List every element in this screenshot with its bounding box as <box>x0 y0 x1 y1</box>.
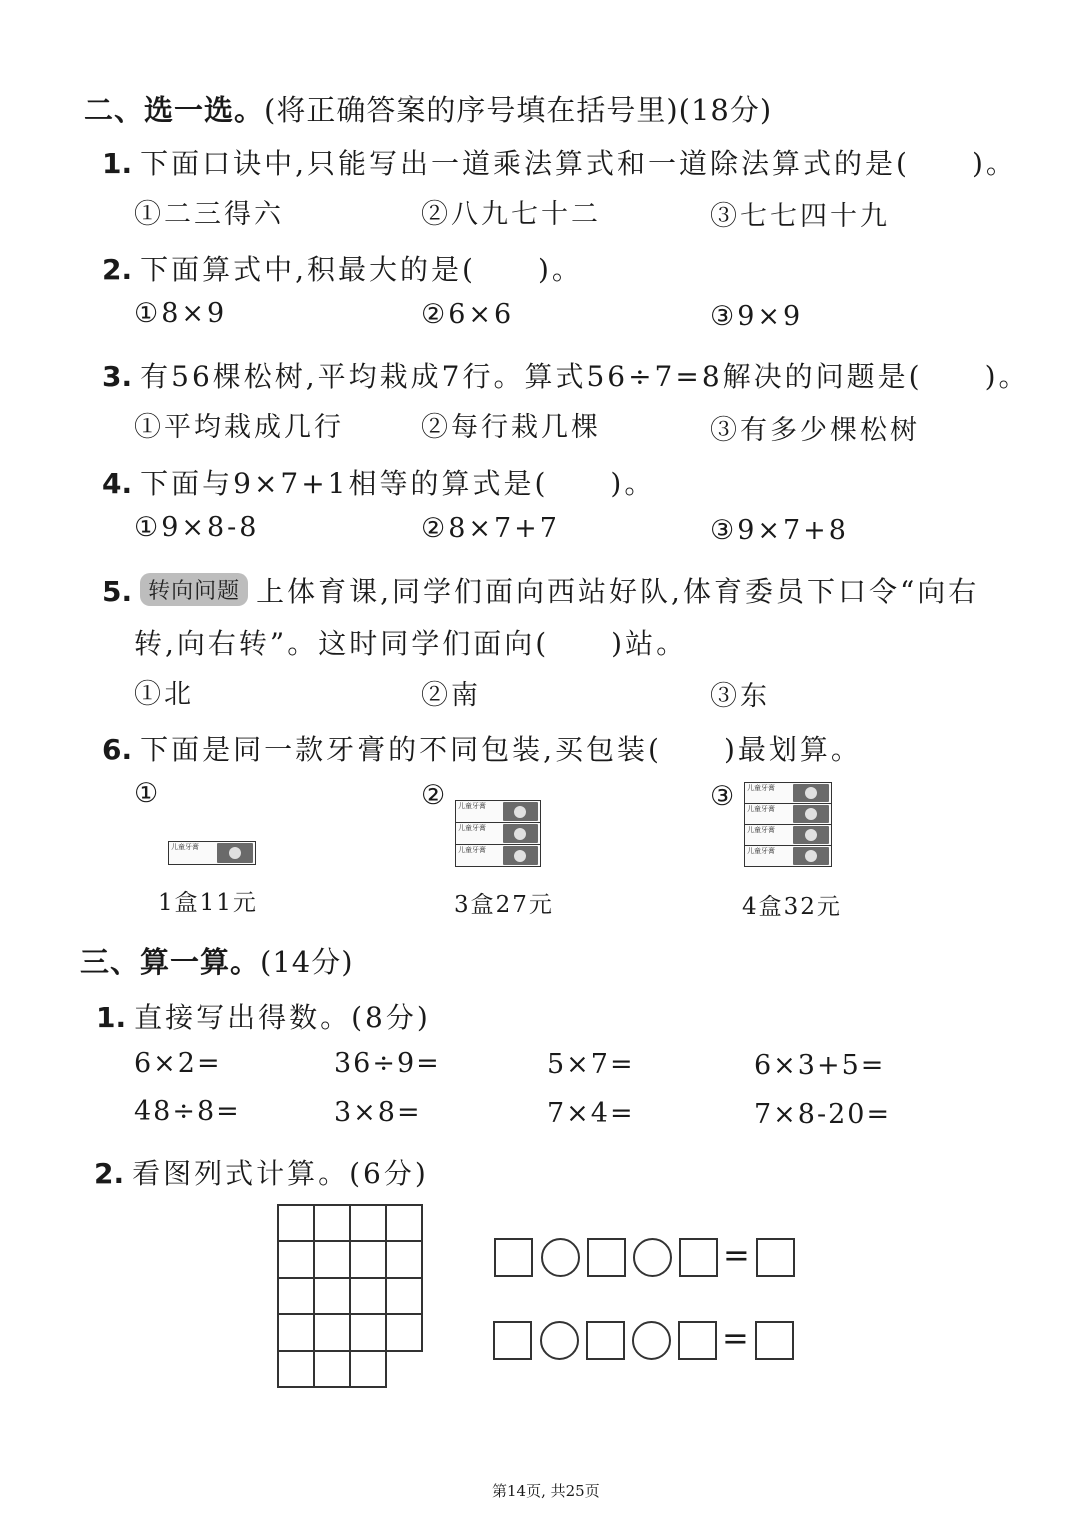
box-label: 儿童牙膏 <box>747 826 775 834</box>
toothpaste-box <box>168 841 256 865</box>
calc-item: 48÷8= <box>134 1096 241 1127</box>
answer-square[interactable] <box>679 1238 718 1277</box>
answer-square[interactable] <box>678 1321 717 1360</box>
calc-item: 7×4= <box>547 1098 635 1129</box>
toothpaste-box <box>455 800 541 823</box>
operator-circle[interactable] <box>633 1238 672 1277</box>
calc-question-1 <box>96 996 431 1036</box>
calc-item: 5×7= <box>547 1049 635 1080</box>
q4-option-2: ②8×7+7 <box>421 513 560 544</box>
question-number: 4. <box>102 467 133 500</box>
operator-circle[interactable] <box>540 1321 579 1360</box>
question-number: 3. <box>102 360 133 393</box>
result-square[interactable] <box>756 1238 795 1277</box>
box-label: 儿童牙膏 <box>458 802 486 810</box>
section-2-title <box>84 88 772 129</box>
operator-circle[interactable] <box>632 1321 671 1360</box>
question-text: 下面口诀中,只能写出一道乘法算式和一道除法算式的是( )。 <box>140 147 1017 180</box>
q5-option-1: ①北 <box>134 679 194 710</box>
q1-option-2: ②八九七十二 <box>421 199 601 230</box>
toothpaste-box <box>744 845 832 867</box>
toothpaste-box <box>744 803 832 825</box>
box-picture <box>503 802 538 821</box>
section-3-number: 三、算一算。 <box>80 945 261 979</box>
box-picture <box>217 843 253 863</box>
box-label: 儿童牙膏 <box>171 843 199 851</box>
box-picture <box>793 784 829 802</box>
square-grid-figure <box>274 1202 428 1392</box>
box-label: 儿童牙膏 <box>747 784 775 792</box>
calc-item: 7×8-20= <box>754 1099 892 1130</box>
question-2 <box>102 248 583 288</box>
q4-option-1: ①9×8-8 <box>134 512 260 543</box>
section-2-number: 二、选一选。 <box>84 93 265 127</box>
question-text: 下面算式中,积最大的是( )。 <box>140 253 583 286</box>
q6-option-3: ③ <box>710 781 738 812</box>
question-3 <box>102 355 1030 395</box>
calc-item: 36÷9= <box>334 1048 441 1079</box>
question-1 <box>102 142 1017 182</box>
q3-option-3: ③有多少棵松树 <box>710 415 920 446</box>
result-square[interactable] <box>755 1321 794 1360</box>
box-picture <box>503 824 538 843</box>
operator-circle[interactable] <box>541 1238 580 1277</box>
section-3-title <box>80 940 354 981</box>
question-number: 5. <box>102 575 133 608</box>
answer-square[interactable] <box>586 1321 625 1360</box>
equals-sign: = <box>722 1319 749 1357</box>
q2-option-2: ②6×6 <box>421 299 515 330</box>
question-5-continued: 转,向右转”。这时同学们面向( )站。 <box>134 627 688 660</box>
q5-option-3: ③东 <box>710 681 770 712</box>
calc-question-2 <box>94 1152 429 1192</box>
box-picture <box>793 847 829 865</box>
question-text: 看图列式计算。(6分) <box>132 1157 429 1190</box>
q3-option-2: ②每行栽几棵 <box>421 412 601 443</box>
q2-option-1: ①8×9 <box>134 298 228 329</box>
section-3-score: (14分) <box>260 945 354 979</box>
q2-option-3: ③9×9 <box>710 301 804 332</box>
box-label: 儿童牙膏 <box>747 805 775 813</box>
q6-caption-1: 1盒11元 <box>158 890 258 916</box>
answer-square[interactable] <box>587 1238 626 1277</box>
q6-option-1: ① <box>134 778 162 809</box>
question-text: 上体育课,同学们面向西站好队,体育委员下口令“向右 <box>256 575 980 608</box>
q4-option-3: ③9×7+8 <box>710 515 849 546</box>
question-number: 2. <box>94 1157 125 1190</box>
toothpaste-box <box>744 824 832 846</box>
question-number: 1. <box>102 147 133 180</box>
calc-item: 3×8= <box>334 1097 422 1128</box>
question-number: 2. <box>102 253 133 286</box>
question-text: 下面与9×7+1相等的算式是( )。 <box>140 467 656 500</box>
equals-sign: = <box>723 1236 750 1274</box>
q6-caption-3: 4盒32元 <box>742 894 842 920</box>
box-picture <box>503 846 538 865</box>
q5-option-2: ②南 <box>421 680 481 711</box>
q6-option-2: ② <box>421 780 449 811</box>
question-number: 6. <box>102 733 133 766</box>
q1-option-1: ①二三得六 <box>134 199 284 230</box>
box-picture <box>793 805 829 823</box>
question-text: 直接写出得数。(8分) <box>134 1001 431 1034</box>
toothpaste-box <box>744 782 832 804</box>
box-label: 儿童牙膏 <box>458 824 486 832</box>
q6-caption-2: 3盒27元 <box>454 892 554 918</box>
calc-item: 6×3+5= <box>754 1050 886 1081</box>
question-4 <box>102 462 655 502</box>
answer-square[interactable] <box>494 1238 533 1277</box>
answer-square[interactable] <box>493 1321 532 1360</box>
q3-option-1: ①平均栽成几行 <box>134 412 344 443</box>
section-2-instructions: (将正确答案的序号填在括号里)(18分) <box>264 93 773 127</box>
box-label: 儿童牙膏 <box>458 846 486 854</box>
question-6 <box>102 728 862 768</box>
calc-item: 6×2= <box>134 1048 222 1079</box>
question-5 <box>102 570 979 610</box>
box-picture <box>793 826 829 844</box>
page-footer: 第14页, 共25页 <box>492 1482 600 1500</box>
toothpaste-box <box>455 822 541 845</box>
topic-tag: 转向问题 <box>140 573 248 606</box>
question-text: 下面是同一款牙膏的不同包装,买包装( )最划算。 <box>140 733 862 766</box>
toothpaste-box <box>455 844 541 867</box>
question-text: 有56棵松树,平均栽成7行。算式56÷7=8解决的问题是( )。 <box>140 360 1030 393</box>
question-number: 1. <box>96 1001 127 1034</box>
box-label: 儿童牙膏 <box>747 847 775 855</box>
q1-option-3: ③七七四十九 <box>710 201 890 232</box>
